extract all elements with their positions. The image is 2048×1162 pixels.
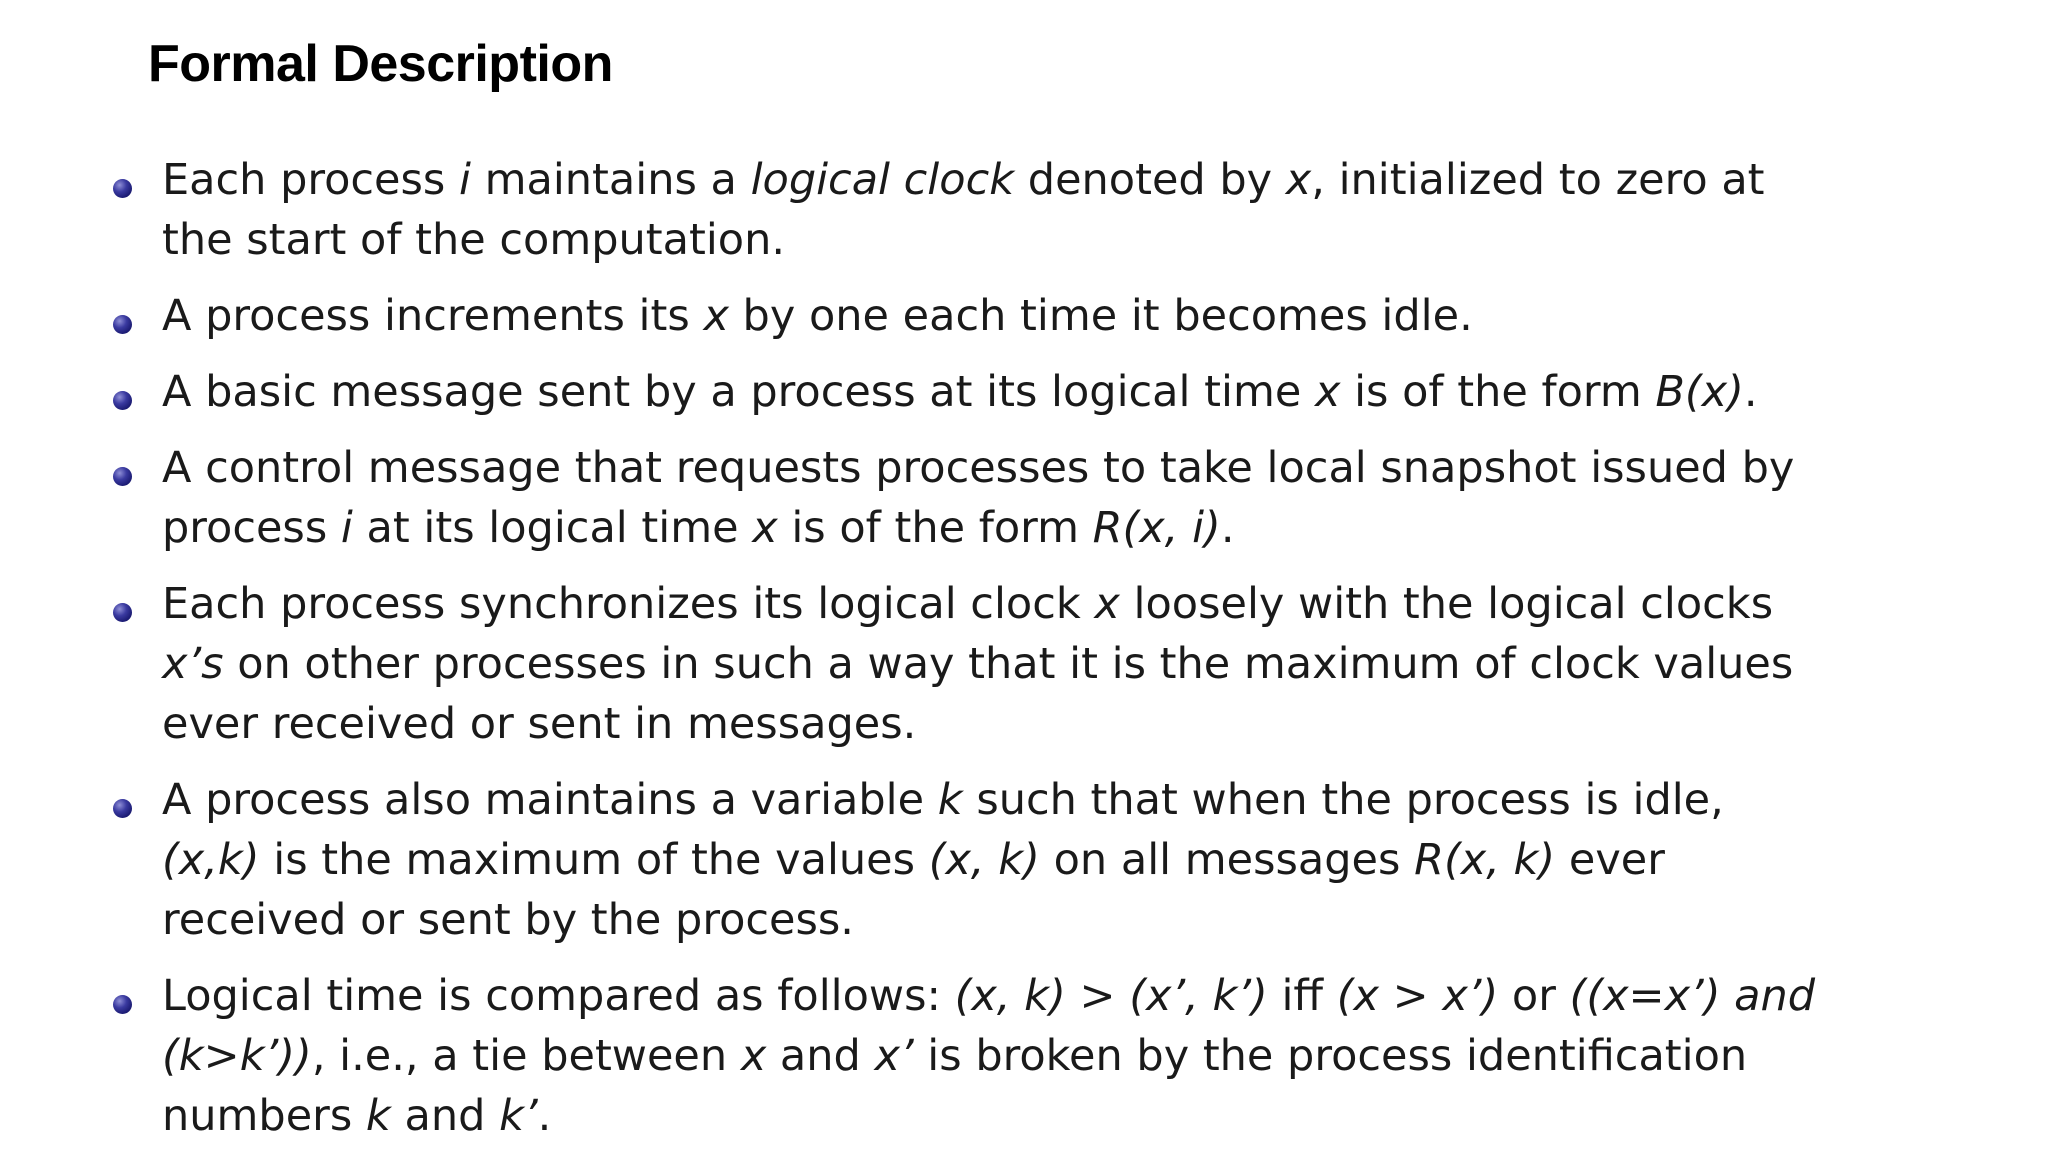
slide-title: Formal Description	[148, 35, 613, 93]
bullet-dot-icon	[113, 995, 132, 1014]
bullet-text	[162, 438, 1828, 558]
text-run: on other processes in such a way that it is the maximum of clock values ever received or sent in messages.	[162, 639, 1794, 749]
text-run: on all messages	[1039, 835, 1415, 885]
italic-term: i	[459, 155, 471, 205]
text-run: is broken by the process identification numbers	[162, 1031, 1748, 1141]
italic-term: ((x=x’) and (k>k’))	[162, 971, 1816, 1081]
text-run: Each process	[162, 155, 459, 205]
bullet-item	[108, 770, 1828, 950]
bullet-item	[108, 966, 1828, 1146]
text-run: maintains a	[470, 155, 751, 205]
bullet-item	[108, 150, 1828, 270]
italic-term: k’	[499, 1091, 538, 1141]
bullet-dot-icon	[113, 315, 132, 334]
italic-term: logical clock	[750, 155, 1015, 205]
italic-term: x	[1094, 579, 1120, 629]
bullet-list	[108, 150, 1828, 1162]
text-run: , initialized to zero at the start of the computation.	[162, 155, 1765, 265]
text-run: , i.e., a tie between	[311, 1031, 741, 1081]
italic-term: x	[1285, 155, 1312, 205]
italic-term: x	[752, 503, 778, 553]
bullet-text	[162, 966, 1828, 1146]
italic-term: i	[340, 503, 353, 553]
text-run: iff	[1267, 971, 1337, 1021]
italic-term: (x, k) > (x’, k’)	[954, 971, 1268, 1021]
italic-term: k	[365, 1091, 391, 1141]
text-run: is the maximum of the values	[259, 835, 929, 885]
italic-term: x’s	[162, 639, 224, 689]
text-run: such that when the process is idle,	[962, 775, 1724, 825]
bullet-dot-icon	[113, 391, 132, 410]
bullet-item	[108, 362, 1828, 422]
text-run: denoted by	[1014, 155, 1286, 205]
bullet-dot-icon	[113, 603, 132, 622]
text-run: A basic message sent by a process at its logical time	[162, 367, 1315, 417]
text-run: .	[1743, 367, 1758, 417]
text-run: A process increments its	[162, 291, 704, 341]
text-run: and	[390, 1091, 500, 1141]
italic-term: (x, k)	[928, 835, 1040, 885]
bullet-text	[162, 574, 1828, 754]
text-run: by one each time it becomes idle.	[728, 291, 1473, 341]
italic-term: (x,k)	[162, 835, 260, 885]
italic-term: k	[937, 775, 963, 825]
text-run: is of the form	[1340, 367, 1656, 417]
text-run: A control message that requests processes to take local snapshot issued by process	[162, 443, 1795, 553]
text-run: Logical time is compared as follows:	[162, 971, 955, 1021]
bullet-item	[108, 574, 1828, 754]
italic-term: x	[740, 1031, 767, 1081]
text-run: and	[766, 1031, 875, 1081]
italic-term: x	[1314, 367, 1341, 417]
text-run: ever received or sent by the process.	[162, 835, 1665, 945]
bullet-text	[162, 770, 1828, 950]
italic-term: x	[703, 291, 729, 341]
italic-term: x’	[874, 1031, 914, 1081]
italic-term: R(x, k)	[1414, 835, 1556, 885]
bullet-dot-icon	[113, 799, 132, 818]
bullet-item	[108, 438, 1828, 558]
text-run: .	[537, 1091, 552, 1141]
bullet-text	[162, 286, 1828, 346]
text-run: or	[1498, 971, 1570, 1021]
italic-term: (x > x’)	[1336, 971, 1499, 1021]
bullet-text	[162, 362, 1828, 422]
italic-term: R(x, i)	[1092, 503, 1221, 553]
bullet-dot-icon	[113, 467, 132, 486]
text-run: .	[1220, 503, 1235, 553]
bullet-text	[162, 150, 1828, 270]
text-run: at its logical time	[352, 503, 753, 553]
text-run: A process also maintains a variable	[162, 775, 938, 825]
italic-term: B(x)	[1655, 367, 1744, 417]
bullet-item	[108, 286, 1828, 346]
text-run: Each process synchronizes its logical clock	[162, 579, 1095, 629]
text-run: is of the form	[777, 503, 1093, 553]
bullet-dot-icon	[113, 179, 132, 198]
text-run: loosely with the logical clocks	[1119, 579, 1774, 629]
